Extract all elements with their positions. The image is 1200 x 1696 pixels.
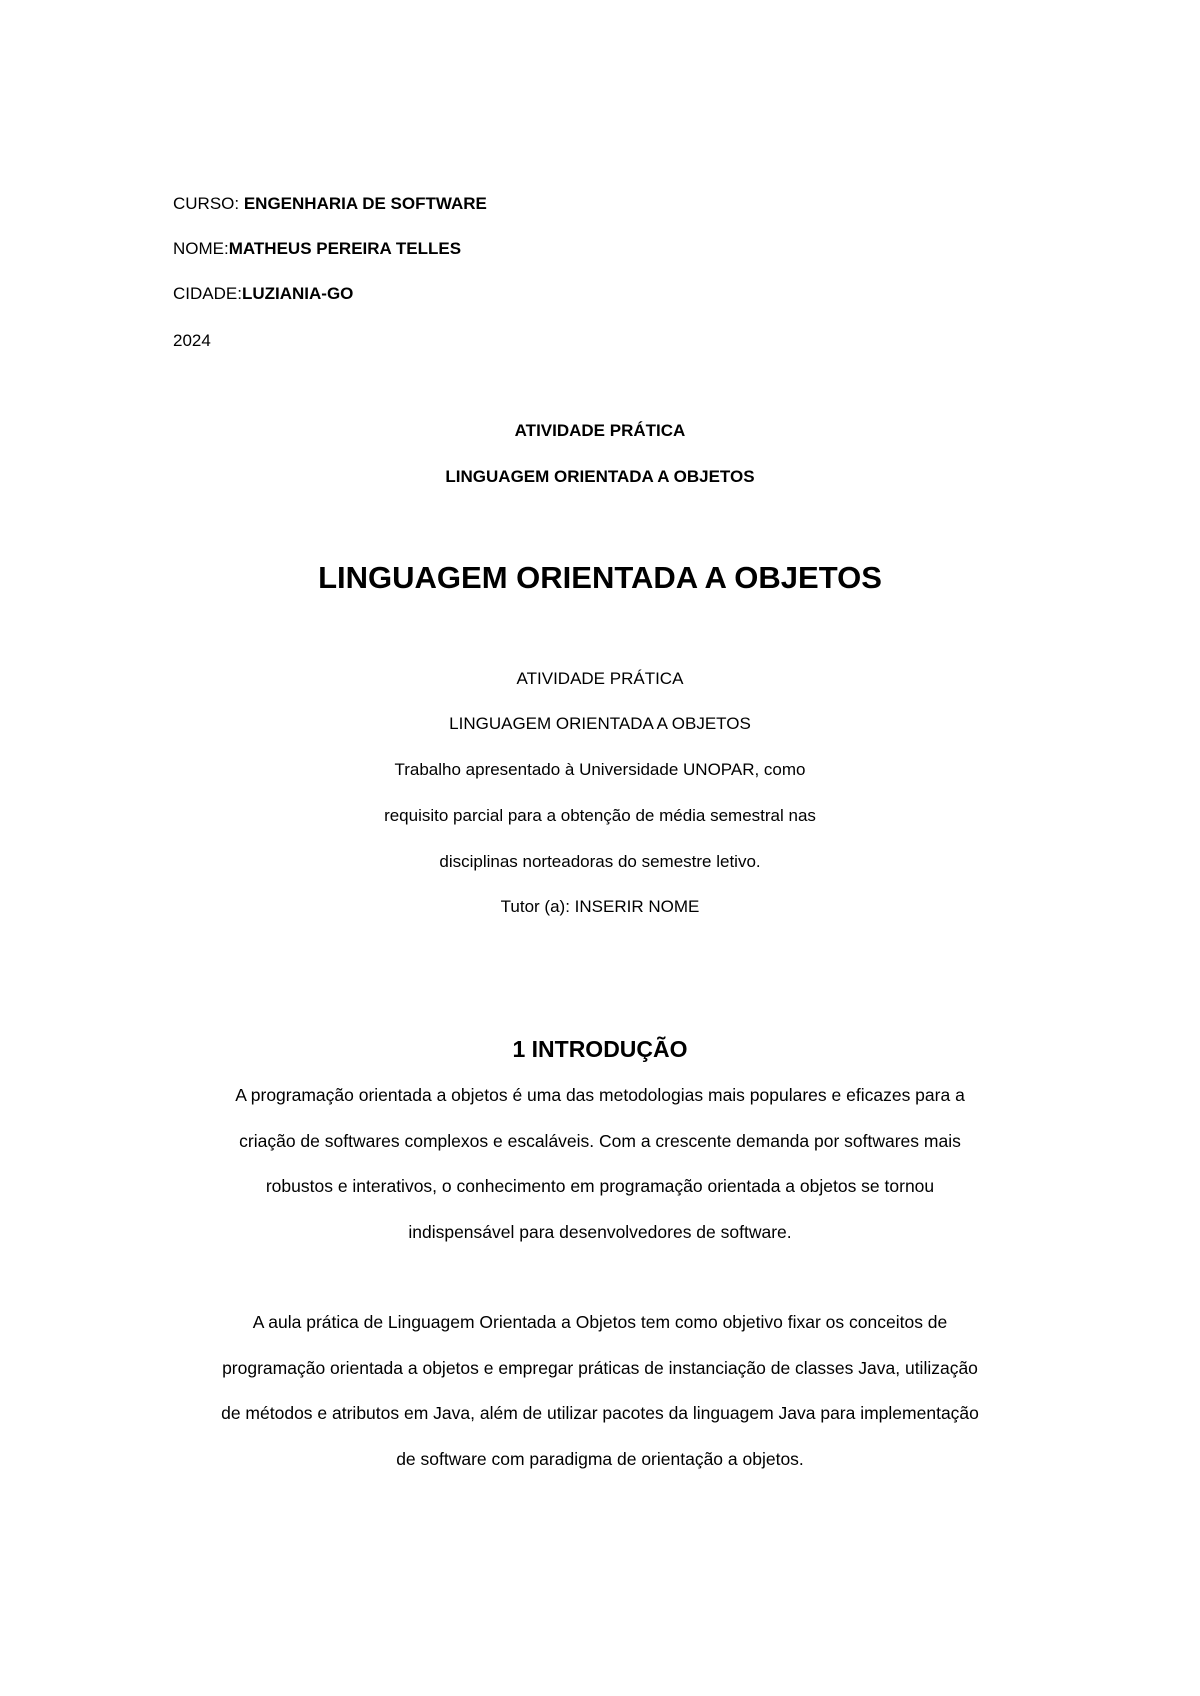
city-label: CIDADE: (173, 284, 242, 303)
city-value: LUZIANIA-GO (241, 284, 354, 303)
main-title: LINGUAGEM ORIENTADA A OBJETOS (318, 560, 882, 595)
presentation-line-3: disciplinas norteadoras do semestre letivo. (439, 852, 761, 871)
name-line (173, 238, 461, 260)
name-label: NOME: (173, 239, 229, 258)
tutor-line: Tutor (a): INSERIR NOME (500, 897, 700, 916)
introduction-paragraph-2: A aula prática de Linguagem Orientada a Objetos tem como objetivo fixar os conceitos de programação orientada a objetos e empregar práticas de instanciação de classes Java, utilização de métodos e atributos em Java, além de utilizar pacotes da linguagem Java para implementação de software com paradigma de orientação a objetos. (221, 1312, 979, 1469)
city-line (173, 283, 353, 305)
presentation-activity-label: ATIVIDADE PRÁTICA (516, 669, 684, 688)
name-value: MATHEUS PEREIRA TELLES (228, 239, 462, 258)
presentation-line-2: requisito parcial para a obtenção de média semestral nas (384, 806, 816, 825)
presentation-line-1: Trabalho apresentado à Universidade UNOPAR, como (394, 760, 806, 779)
course-label: CURSO: (173, 194, 244, 213)
presentation-subject: LINGUAGEM ORIENTADA A OBJETOS (449, 714, 751, 733)
cover-activity-label: ATIVIDADE PRÁTICA (514, 421, 686, 440)
course-line (173, 193, 487, 215)
introduction-title: 1 INTRODUÇÃO (512, 1036, 688, 1062)
course-value: ENGENHARIA DE SOFTWARE (243, 194, 487, 213)
year-text: 2024 (173, 331, 211, 350)
introduction-paragraph-1: A programação orientada a objetos é uma das metodologias mais populares e eficazes para a criação de softwares complexos e escaláveis. Com a crescente demanda por softwares mais robustos e interativos, o conhecimento em programação orientada a objetos se tornou indispensável para desenvolvedores de software. (235, 1085, 965, 1242)
cover-subject: LINGUAGEM ORIENTADA A OBJETOS (445, 467, 755, 486)
